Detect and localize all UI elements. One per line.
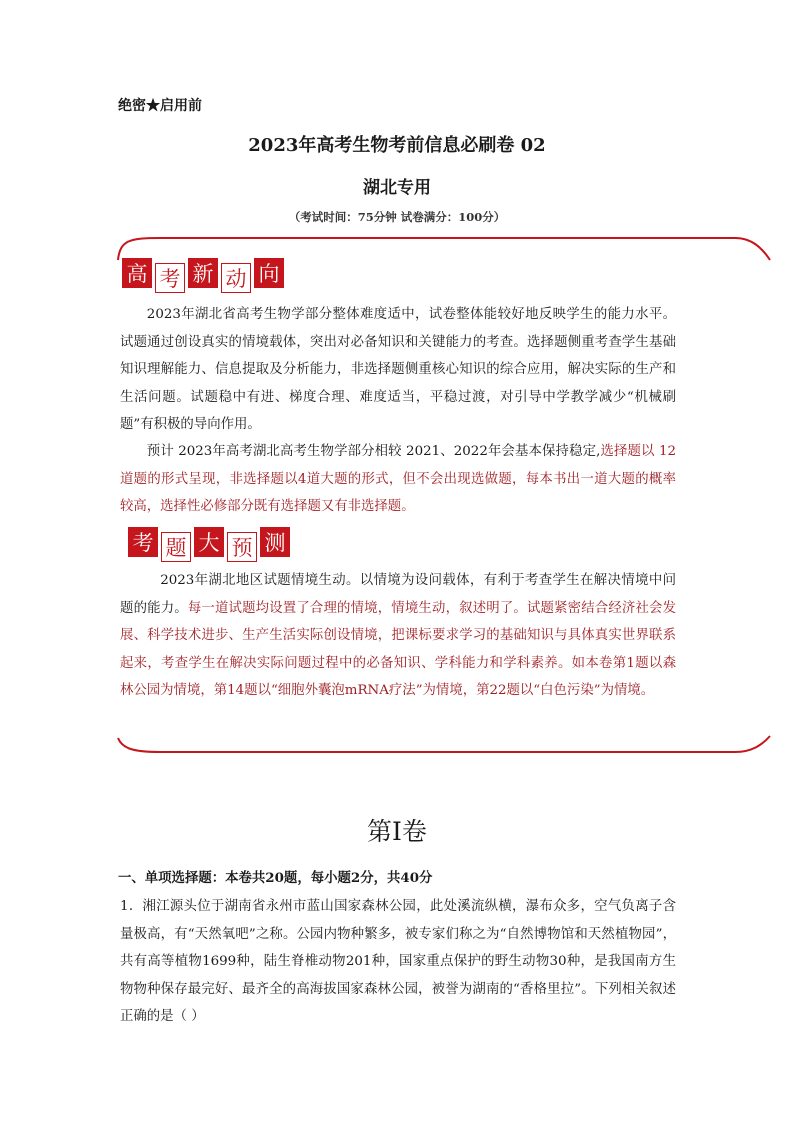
frame-top-curve bbox=[118, 238, 770, 260]
ribbon-char: 考 bbox=[128, 527, 158, 557]
ribbon-gaokao-xindongxiang bbox=[122, 258, 284, 293]
ribbon-char: 高 bbox=[122, 258, 152, 288]
ribbon-char: 题 bbox=[161, 532, 191, 562]
ribbon-char: 向 bbox=[254, 258, 284, 288]
volume-title: 第Ⅰ卷 bbox=[367, 817, 427, 846]
ribbon-char: 考 bbox=[155, 263, 185, 293]
section1-paragraph-1: 2023年湖北省高考生物学部分整体难度适中，试卷整体能较好地反映学生的能力水平。试题通过创设真实的情境载体，突出对必备知识和关键能力的考查。选择题侧重考查学生基础知识理解能力、信息提取及分析能力，非选择题侧重核心知识的综合应用，解决实际的生产和生活问题。试题稳中有进、梯度合理、难度适当，平稳过渡，对引导中学教学减少“机械刷题”有积极的导向作用。 bbox=[120, 307, 676, 432]
ribbon-char: 大 bbox=[194, 527, 224, 557]
para2-red-text: 选择题以 12道题的形式呈现，非选择题以4道大题的形式，但不会出现选做题，每本书出一道大题的概率较高，选择性必修部分既有选择题又有非选择题。 bbox=[120, 444, 676, 514]
question-1: 1．湘江源头位于湖南省永州市蓝山国家森林公园，此处溪流纵横，瀑布众多，空气负离子含量极高，有“天然氧吧”之称。公园内物种繁多，被专家们称之为“自然博物馆和天然植物园”，共有高等植物1699种，陆生脊椎动物201种，国家重点保护的野生动物30种，是我国南方生物物种保存最完好、最齐全的高海拔国家森林公园，被誉为湖南的“香格里拉”。下列相关叙述正确的是（ ） bbox=[120, 899, 676, 1024]
secret-mark: 绝密★启用前 bbox=[118, 98, 202, 114]
section-header: 一、单项选择题：本卷共20题，每小题2分，共40分 bbox=[118, 870, 433, 886]
section2-black-text: 2023年湖北地区试题情境生动。以情境为设问载体，有利于考查学生在解决情境中问题的能力。 bbox=[120, 573, 676, 616]
ribbon-kaoti-dayuce bbox=[128, 527, 290, 562]
frame-bottom-curve bbox=[118, 736, 770, 752]
section2-paragraph bbox=[120, 567, 676, 705]
exam-subtitle: 湖北专用 bbox=[363, 178, 431, 198]
section2-red-text: 每一道试题均设置了合理的情境，情境生动，叙述明了。试题紧密结合经济社会发展、科学技术进步、生产生活实际创设情境，把课标要求学习的基础知识与具体真实世界联系起来，考查学生在解决实际问题过程中的必备知识、学科能力和学科素养。如本卷第1题以森林公园为情境，第14题以“细胞外囊泡mRNA疗法”为情境，第22题以“白色污染”为情境。 bbox=[120, 600, 676, 698]
para2-black-text: 预计 2023年高考湖北高考生物学部分相较 2021、2022年会基本保持稳定, bbox=[146, 444, 601, 459]
ribbon-char: 新 bbox=[188, 258, 218, 288]
exam-info: （考试时间：75分钟 试卷满分：100分） bbox=[288, 210, 506, 224]
ribbon-char: 测 bbox=[260, 527, 290, 557]
exam-title: 2023年高考生物考前信息必刷卷 02 bbox=[248, 135, 546, 156]
ribbon-char: 预 bbox=[227, 532, 257, 562]
ribbon-char: 动 bbox=[221, 263, 251, 293]
section1-paragraph-2 bbox=[120, 438, 676, 521]
